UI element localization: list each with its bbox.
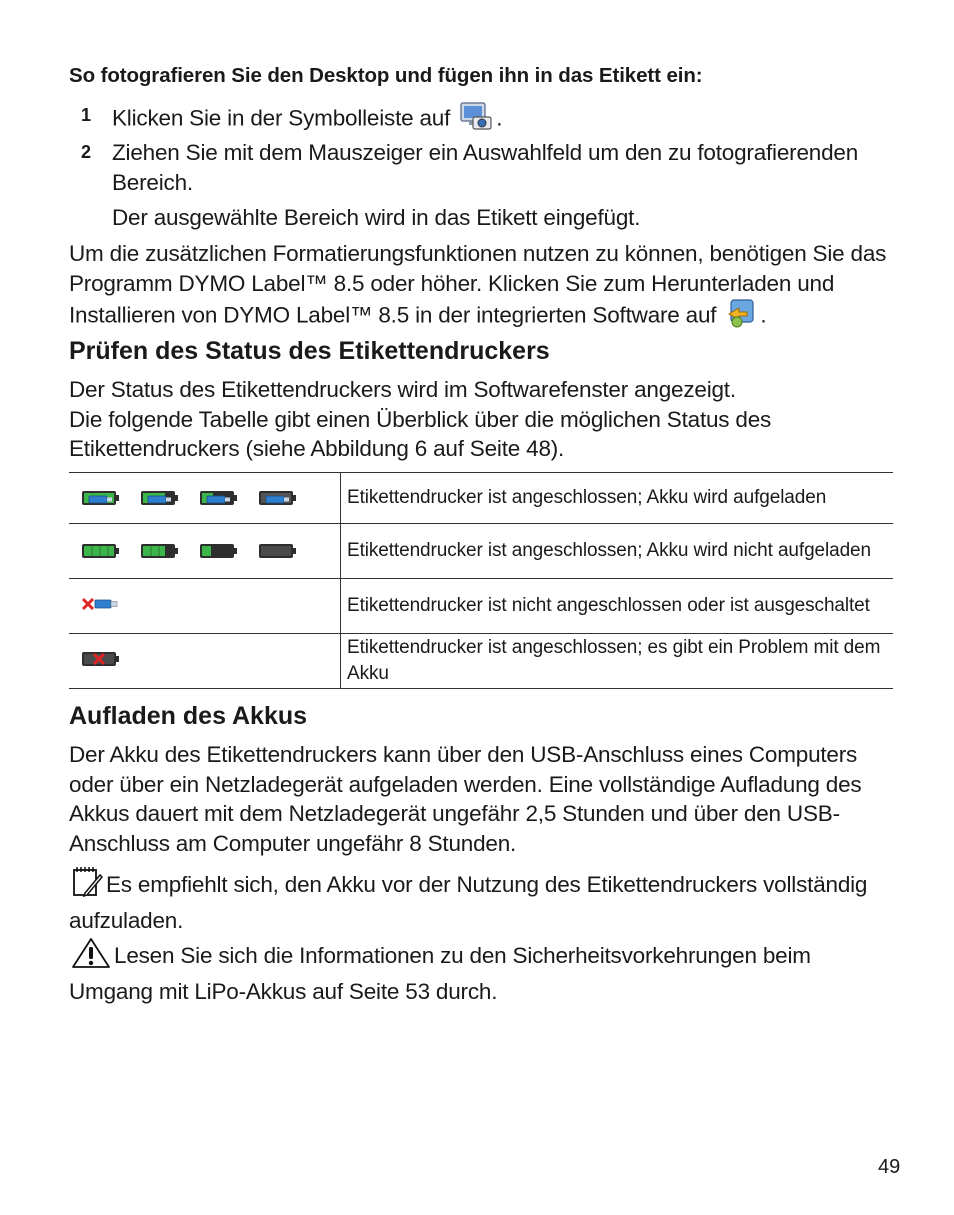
step-text: Ziehen Sie mit dem Mauszeiger ein Auswahlfeld um den zu fotografierenden Bereich. xyxy=(112,140,859,195)
table-row xyxy=(69,634,893,689)
screen-capture-icon xyxy=(459,101,493,139)
battery-empty-icon xyxy=(258,541,298,561)
battery-charging-full-icon xyxy=(81,488,121,508)
table-row xyxy=(69,579,893,634)
status-icons-cell xyxy=(69,524,341,579)
warning xyxy=(69,937,897,1006)
battery-charging-high-icon xyxy=(140,488,180,508)
note xyxy=(69,866,897,935)
table-row xyxy=(69,524,893,579)
paragraph-software-update: Um die zusätzlichen Formatierungsfunktionen nutzen zu können, benötigen Sie das Programm DYMO Label™ 8.5 oder höher. Klicken Sie zum Herunterladen und Installieren von DYMO Label™ 8.5 in der integrierten Software auf . xyxy=(69,239,897,336)
warning-text: Lesen Sie sich die Informationen zu den Sicherheitsvorkehrungen beim Umgang mit LiPo-Akkus auf Seite 53 durch. xyxy=(69,943,811,1004)
battery-high-icon xyxy=(140,541,180,561)
section-heading-status: Prüfen des Status des Etikettendruckers xyxy=(69,337,550,365)
status-icons-cell xyxy=(69,634,341,689)
status-description: Etikettendrucker ist angeschlossen; Akku wird aufgeladen xyxy=(341,473,894,524)
software-update-icon xyxy=(725,298,757,336)
battery-full-icon xyxy=(81,541,121,561)
status-icons-cell xyxy=(69,579,341,634)
status-description: Etikettendrucker ist angeschlossen; es gibt ein Problem mit dem Akku xyxy=(341,634,894,689)
step-text: Klicken Sie in der Symbolleiste auf xyxy=(112,105,451,131)
printer-disconnected-icon xyxy=(81,594,121,614)
step-number: 1 xyxy=(81,105,91,125)
page-number: 49 xyxy=(878,1156,901,1178)
battery-low-icon xyxy=(199,541,239,561)
table-row xyxy=(69,473,893,524)
paragraph-charging: Der Akku des Etikettendruckers kann über den USB-Anschluss eines Computers oder über ein Netzladegerät aufgeladen werden. Eine vollständige Aufladung des Akkus dauert mit dem Netzladegerät ungefähr 2,5 Stunden und über den USB-Anschluss am Computer ungefähr 8 Stunden. xyxy=(69,742,862,856)
battery-charging-low-icon xyxy=(199,488,239,508)
note-icon xyxy=(71,866,103,906)
battery-charging-empty-icon xyxy=(258,488,298,508)
status-table xyxy=(69,472,893,689)
paragraph-status: Der Status des Etikettendruckers wird im Softwarefenster angezeigt. Die folgende Tabelle gibt einen Überblick über die möglichen Status des Etikettendruckers (siehe Abbildung 6 auf Seite 48). xyxy=(69,377,772,461)
section-heading-charging: Aufladen des Akkus xyxy=(69,702,308,730)
battery-error-icon xyxy=(81,649,121,669)
section-heading-screenshot: So fotografieren Sie den Desktop und fügen ihn in das Etikett ein: xyxy=(69,64,703,87)
status-description: Etikettendrucker ist nicht angeschlossen oder ist ausgeschaltet xyxy=(341,579,894,634)
note-text: Es empfiehlt sich, den Akku vor der Nutzung des Etikettendruckers vollständig aufzuladen. xyxy=(69,872,868,933)
status-icons-cell xyxy=(69,473,341,524)
warning-icon xyxy=(71,937,111,977)
status-description: Etikettendrucker ist angeschlossen; Akku wird nicht aufgeladen xyxy=(341,524,894,579)
step-number: 2 xyxy=(81,142,91,162)
